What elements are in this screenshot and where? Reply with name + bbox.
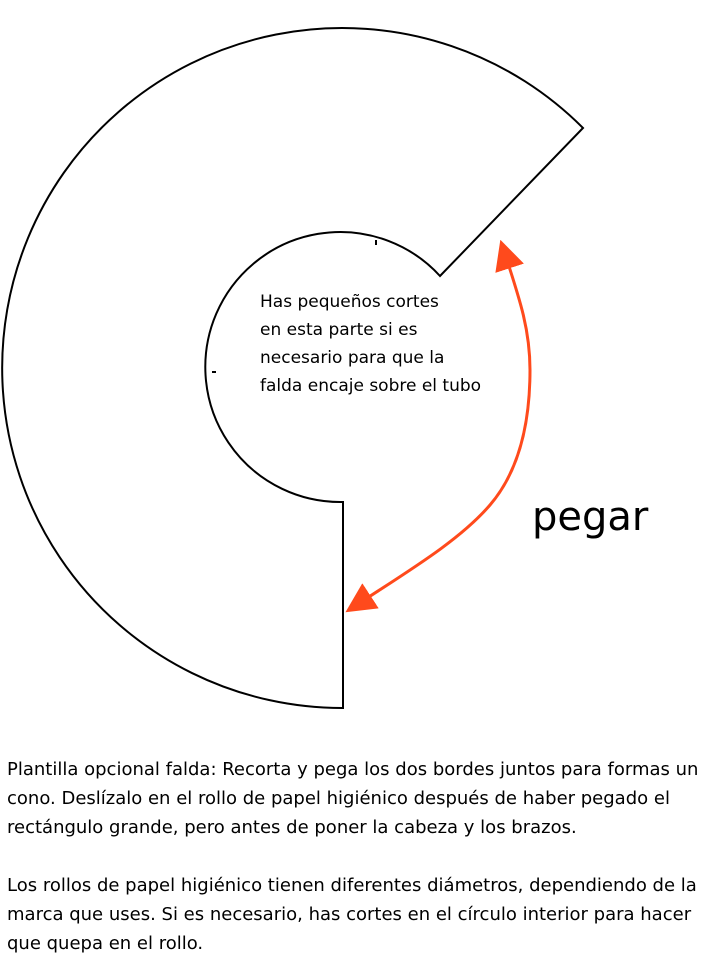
instructions-paragraph: Los rollos de papel higiénico tienen diferentes diámetros, dependiendo de la marca que uses. Si es necesario, has cortes en el círculo interior para hacer que quepa en el rollo. — [7, 875, 697, 954]
inner-note-line: Has pequeños cortes — [260, 292, 439, 312]
inner-note-line: falda encaje sobre el tubo — [260, 376, 482, 396]
instructions-text — [7, 755, 712, 958]
inner-note-line: necesario para que la — [260, 348, 445, 368]
glue-label: pegar — [532, 494, 649, 540]
inner-note-line: en esta parte si es — [260, 320, 418, 340]
inner-circle-note — [260, 288, 530, 400]
instructions-paragraph: Plantilla opcional falda: Recorta y pega los dos bordes juntos para formas un cono. Deslízalo en el rollo de papel higiénico después de haber pegado el rectángulo grande, pero antes de poner la cabeza y los brazos. — [7, 759, 699, 838]
